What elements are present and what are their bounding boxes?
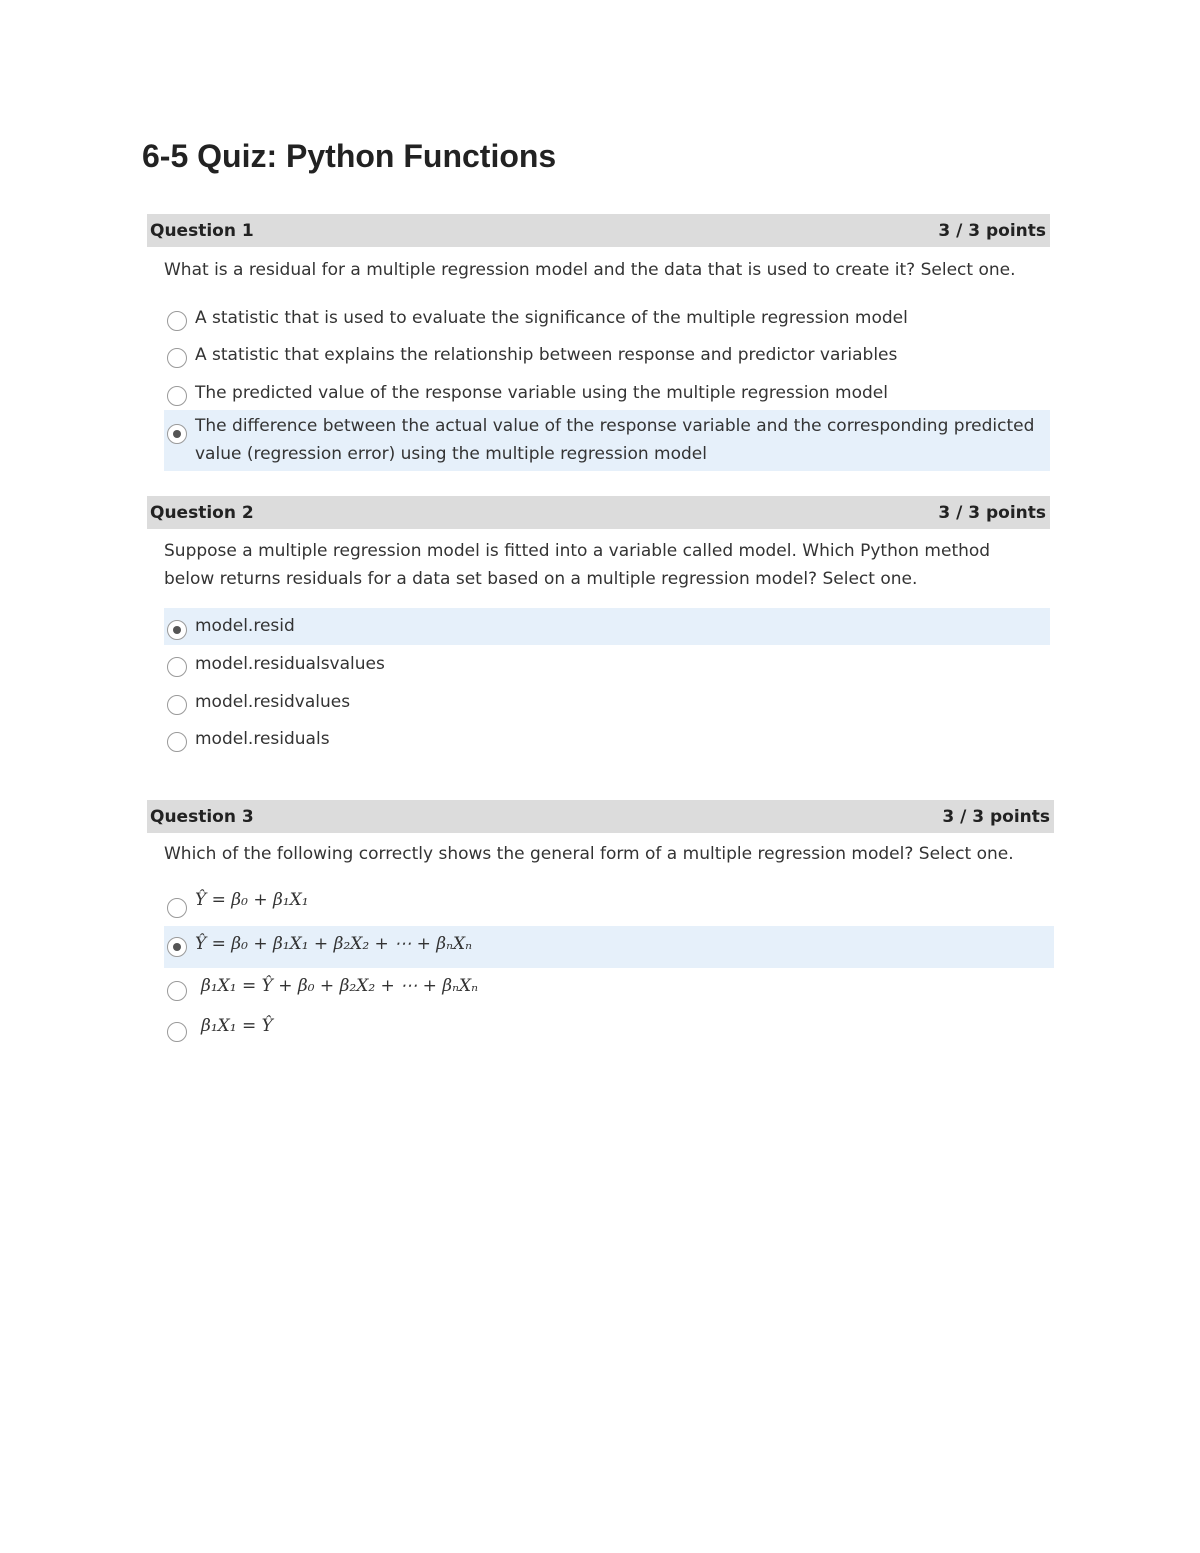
option-label: model.resid [195, 616, 295, 636]
formula-option-label: Ŷ = β₀ + β₁X₁ + β₂X₂ + ⋯ + βₙXₙ [195, 934, 472, 954]
question-3-text: Which of the following correctly shows the general form of a multiple regression model? Select one. [164, 844, 1014, 864]
radio-button-unselected[interactable] [167, 695, 187, 715]
question-3-header [147, 800, 1054, 833]
radio-button-unselected[interactable] [167, 981, 187, 1001]
question-2-option-1[interactable] [164, 608, 1050, 645]
option-label: A statistic that explains the relationship between response and predictor variables [195, 345, 898, 365]
option-label: model.residuals [195, 729, 330, 749]
option-label: model.residualsvalues [195, 654, 385, 674]
option-label: model.residvalues [195, 692, 351, 712]
radio-button-unselected[interactable] [167, 1022, 187, 1042]
question-3-option-4[interactable] [164, 1012, 1050, 1048]
question-1-option-4[interactable] [164, 410, 1050, 471]
formula-option-label: β₁X₁ = Ŷ [201, 1016, 273, 1036]
question-3-option-1[interactable] [164, 884, 1050, 922]
question-1-option-1[interactable] [164, 304, 1050, 336]
question-2-text: Suppose a multiple regression model is fitted into a variable called model. Which Python method below returns residuals for a data set based on a multiple regression model? Select one. [164, 541, 991, 589]
question-1-header [147, 214, 1050, 247]
question-2-label: Question 2 [150, 502, 254, 523]
question-1-text: What is a residual for a multiple regression model and the data that is used to create it? Select one. [164, 260, 1016, 280]
question-3-option-3[interactable] [164, 972, 1050, 1008]
option-label: A statistic that is used to evaluate the significance of the multiple regression model [195, 308, 908, 328]
question-1-option-3[interactable] [164, 379, 1050, 409]
question-2-option-2[interactable] [164, 650, 1050, 682]
radio-button-unselected[interactable] [167, 348, 187, 368]
question-1-option-2[interactable] [164, 341, 1050, 373]
question-3-option-2[interactable] [164, 926, 1054, 968]
radio-button-selected[interactable] [167, 937, 187, 957]
radio-button-unselected[interactable] [167, 386, 187, 406]
question-2-score: 3 / 3 points [938, 502, 1046, 523]
radio-button-selected[interactable] [167, 620, 187, 640]
question-2-option-3[interactable] [164, 688, 1050, 720]
formula-option-label: Ŷ = β₀ + β₁X₁ [195, 890, 309, 910]
option-label: The predicted value of the response variable using the multiple regression model [195, 383, 888, 403]
radio-button-unselected[interactable] [167, 657, 187, 677]
radio-button-unselected[interactable] [167, 732, 187, 752]
question-2-header [147, 496, 1050, 529]
question-1-score: 3 / 3 points [938, 220, 1046, 241]
formula-option-label: β₁X₁ = Ŷ + β₀ + β₂X₂ + ⋯ + βₙXₙ [201, 976, 478, 996]
question-1-label: Question 1 [150, 220, 254, 241]
question-2-option-4[interactable] [164, 725, 1050, 757]
radio-button-unselected[interactable] [167, 898, 187, 918]
radio-button-unselected[interactable] [167, 311, 187, 331]
option-label: The difference between the actual value of the response variable and the corresponding predicted value (regression error) using the multiple regression model [195, 416, 1035, 464]
question-3-label: Question 3 [150, 806, 254, 827]
page-title: 6-5 Quiz: Python Functions [142, 138, 557, 174]
radio-button-selected[interactable] [167, 424, 187, 444]
question-3-score: 3 / 3 points [942, 806, 1050, 827]
